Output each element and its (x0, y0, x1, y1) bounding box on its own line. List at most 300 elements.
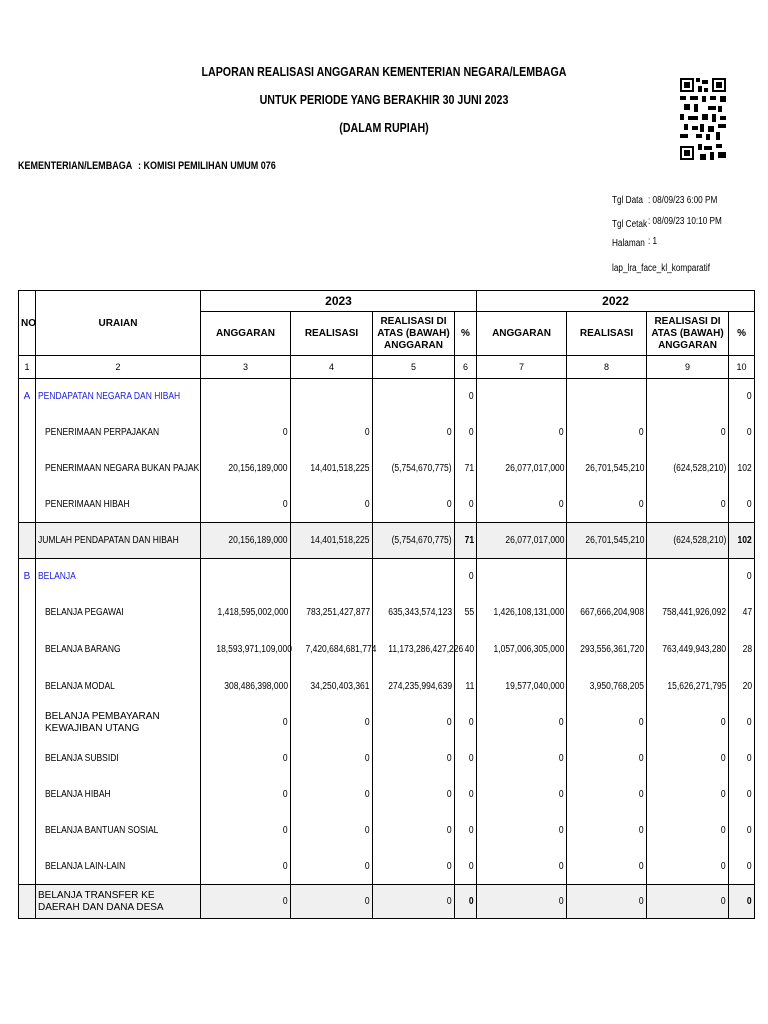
amount-cell (373, 379, 455, 415)
cell-value: 0 (447, 753, 452, 764)
amount-cell (647, 777, 729, 813)
cell-value: 0 (721, 753, 727, 764)
percent-cell (455, 523, 477, 559)
amount-cell (647, 631, 729, 668)
cell-value: 0 (447, 825, 452, 836)
cell-value: 0 (283, 825, 288, 836)
amount-cell (567, 849, 647, 885)
column-number: 10 (729, 356, 755, 379)
table-row (19, 668, 755, 705)
cell-value: 14,401,518,225 (310, 463, 370, 474)
table-row (19, 595, 755, 631)
percent-cell (729, 487, 755, 523)
amount-cell (477, 595, 567, 631)
cell-value: 55 (464, 607, 475, 618)
percent-cell (455, 741, 477, 777)
report-currency: (DALAM RUPIAH) (339, 120, 429, 135)
qr-code-icon (680, 78, 726, 160)
cell-value: 0 (283, 427, 288, 438)
cell-value: 34,250,403,361 (310, 680, 370, 692)
column-number: 9 (647, 356, 729, 379)
cell-value: 0 (469, 571, 475, 583)
cell-value: 0 (283, 896, 288, 907)
report-code: lap_lra_face_kl_komparatif (612, 263, 711, 274)
report-title: LAPORAN REALISASI ANGGARAN KEMENTERIAN NEGARA/LEMBAGA (201, 64, 567, 79)
kl-value: : KOMISI PEMILIHAN UMUM 076 (138, 160, 276, 172)
row-number (19, 777, 36, 813)
column-number: 2 (36, 356, 201, 379)
amount-cell (201, 487, 291, 523)
amount-cell (477, 741, 567, 777)
cell-value: 20 (742, 680, 753, 692)
row-label-cell (36, 559, 201, 595)
cell-value: 14,401,518,225 (310, 535, 370, 546)
amount-cell (201, 777, 291, 813)
row-label: BELANJA MODAL (45, 680, 115, 692)
row-label: PENERIMAAN NEGARA BUKAN PAJAK (45, 463, 200, 474)
cell-value: 763,449,943,280 (662, 643, 727, 655)
amount-cell (291, 813, 373, 849)
row-number (19, 451, 36, 487)
percent-cell (455, 379, 477, 415)
row-label-cell (36, 487, 201, 523)
cell-value: 0 (747, 860, 753, 872)
row-number (19, 523, 36, 559)
row-label: JUMLAH PENDAPATAN DAN HIBAH (38, 535, 179, 546)
cell-value: 0 (365, 498, 370, 510)
amount-cell (373, 813, 455, 849)
amount-cell (291, 705, 373, 741)
cell-value: 102 (737, 463, 753, 474)
col-header-realisasi: REALISASI (567, 312, 647, 356)
table-row (19, 379, 755, 415)
amount-cell (373, 523, 455, 559)
amount-cell (567, 885, 647, 919)
table-row (19, 813, 755, 849)
col-header-uraian: URAIAN (36, 291, 201, 356)
cell-value: 0 (639, 825, 645, 836)
amount-cell (477, 559, 567, 595)
cell-value: 0 (469, 717, 475, 728)
cell-value: 20,156,189,000 (228, 535, 288, 546)
row-number (19, 813, 36, 849)
percent-cell (729, 379, 755, 415)
cell-value: 0 (747, 391, 753, 403)
cell-value: 0 (365, 753, 370, 764)
amount-cell (291, 559, 373, 595)
cell-value: 7,420,684,681,774 (305, 643, 377, 655)
amount-cell (647, 595, 729, 631)
row-number (19, 631, 36, 668)
cell-value: 0 (447, 498, 452, 510)
amount-cell (291, 741, 373, 777)
amount-cell (201, 523, 291, 559)
column-number: 8 (567, 356, 647, 379)
row-number (19, 668, 36, 705)
amount-cell (477, 523, 567, 559)
amount-cell (291, 668, 373, 705)
amount-cell (477, 379, 567, 415)
row-label: BELANJA LAIN-LAIN (45, 860, 126, 872)
cell-value: 15,626,271,795 (666, 680, 727, 692)
amount-cell (201, 379, 291, 415)
amount-cell (291, 379, 373, 415)
cell-value: 0 (721, 825, 727, 836)
table-row (19, 777, 755, 813)
amount-cell (647, 415, 729, 451)
amount-cell (567, 668, 647, 705)
cell-value: 0 (721, 789, 727, 800)
amount-cell (647, 813, 729, 849)
total-row (19, 885, 755, 919)
row-number (19, 885, 36, 919)
cell-value: 0 (447, 427, 452, 438)
column-number: 3 (201, 356, 291, 379)
amount-cell (477, 451, 567, 487)
cell-value: 0 (639, 896, 645, 907)
cell-value: 11 (465, 680, 475, 692)
percent-cell (729, 705, 755, 741)
cell-value: 0 (447, 717, 452, 728)
row-label-cell (36, 849, 201, 885)
row-label: BELANJA BANTUAN SOSIAL (45, 825, 159, 836)
cell-value: 0 (469, 860, 475, 872)
cell-value: 0 (639, 753, 645, 764)
cell-value: 0 (639, 789, 645, 800)
column-number: 6 (455, 356, 477, 379)
amount-cell (373, 668, 455, 705)
cell-value: 102 (737, 535, 753, 546)
amount-cell (201, 595, 291, 631)
percent-cell (455, 415, 477, 451)
row-label-cell (36, 813, 201, 849)
cell-value: 0 (721, 717, 727, 728)
cell-value: 11,173,286,427,226 (388, 643, 464, 655)
amount-cell (373, 451, 455, 487)
amount-cell (567, 631, 647, 668)
cell-value: 783,251,427,877 (306, 607, 370, 618)
percent-cell (729, 631, 755, 668)
percent-cell (455, 705, 477, 741)
amount-cell (647, 487, 729, 523)
tgl-data-label: Tgl Data (612, 195, 643, 206)
col-header-year-2023: 2023 (201, 291, 477, 312)
cell-value: 0 (365, 717, 370, 728)
percent-cell (455, 885, 477, 919)
amount-cell (477, 813, 567, 849)
cell-value: 0 (559, 789, 565, 800)
row-label: PENERIMAAN HIBAH (45, 498, 130, 510)
cell-value: 0 (559, 860, 565, 872)
cell-value: 0 (559, 753, 565, 764)
amount-cell (373, 705, 455, 741)
row-label-cell (36, 741, 201, 777)
cell-value: 0 (639, 717, 645, 728)
halaman-label: Halaman (612, 238, 645, 249)
amount-cell (291, 487, 373, 523)
amount-cell (567, 487, 647, 523)
col-header-selisih: REALISASI DI ATAS (BAWAH) ANGGARAN (373, 312, 455, 356)
amount-cell (567, 777, 647, 813)
amount-cell (291, 451, 373, 487)
percent-cell (455, 813, 477, 849)
cell-value: 0 (365, 896, 370, 907)
cell-value: 0 (469, 427, 475, 438)
cell-value: 0 (469, 896, 475, 907)
amount-cell (477, 777, 567, 813)
tgl-cetak-label: Tgl Cetak (612, 219, 648, 230)
row-label-cell (36, 523, 201, 559)
cell-value: 0 (447, 789, 452, 800)
row-label-cell (36, 451, 201, 487)
table-row (19, 451, 755, 487)
cell-value: 758,441,926,092 (662, 607, 727, 618)
amount-cell (291, 631, 377, 668)
column-number: 5 (373, 356, 455, 379)
row-label: BELANJA PEMBAYARAN KEWAJIBAN UTANG (45, 710, 160, 734)
percent-cell (455, 559, 477, 595)
cell-value: 274,235,994,639 (388, 680, 452, 692)
cell-value: 0 (469, 789, 475, 800)
amount-cell (201, 631, 291, 668)
cell-value: 18,593,971,109,000 (216, 643, 292, 655)
cell-value: 0 (559, 825, 565, 836)
amount-cell (477, 849, 567, 885)
cell-value: (624,528,210) (673, 463, 727, 474)
amount-cell (567, 705, 647, 741)
row-label-cell (36, 777, 201, 813)
cell-value: 0 (469, 825, 475, 836)
row-label: BELANJA HIBAH (45, 789, 111, 800)
row-label: BELANJA SUBSIDI (45, 753, 119, 764)
cell-value: 0 (721, 427, 727, 438)
halaman-value: : 1 (648, 236, 658, 247)
cell-value: 0 (559, 896, 565, 907)
col-header-anggaran: ANGGARAN (201, 312, 291, 356)
cell-value: 26,077,017,000 (504, 535, 565, 546)
cell-value: 0 (747, 789, 753, 800)
cell-value: 0 (469, 753, 475, 764)
amount-cell (291, 849, 373, 885)
cell-value: 0 (747, 896, 753, 907)
cell-value: 0 (639, 498, 645, 510)
cell-value: 26,701,545,210 (584, 535, 645, 546)
table-row (19, 631, 755, 668)
amount-cell (201, 451, 291, 487)
amount-cell (477, 415, 567, 451)
percent-cell (455, 487, 477, 523)
cell-value: 0 (283, 753, 288, 764)
budget-realization-table (18, 290, 755, 919)
percent-cell (729, 559, 755, 595)
percent-cell (729, 451, 755, 487)
cell-value: 0 (365, 860, 370, 872)
cell-value: 0 (721, 860, 727, 872)
col-header-realisasi: REALISASI (291, 312, 373, 356)
cell-value: 0 (559, 427, 565, 438)
amount-cell (647, 668, 729, 705)
percent-cell (455, 849, 477, 885)
amount-cell (201, 813, 291, 849)
row-label: BELANJA BARANG (45, 643, 121, 655)
row-number (19, 741, 36, 777)
amount-cell (567, 741, 647, 777)
column-number-row (19, 356, 755, 379)
row-label: BELANJA PEGAWAI (45, 607, 124, 618)
amount-cell (373, 777, 455, 813)
amount-cell (373, 559, 455, 595)
amount-cell (647, 705, 729, 741)
percent-cell (729, 415, 755, 451)
cell-value: 667,666,204,908 (580, 607, 645, 618)
cell-value: 19,577,040,000 (504, 680, 565, 692)
percent-cell (729, 595, 755, 631)
col-header-selisih: REALISASI DI ATAS (BAWAH) ANGGARAN (647, 312, 729, 356)
cell-value: 0 (559, 717, 565, 728)
amount-cell (477, 705, 567, 741)
cell-value: 0 (747, 498, 753, 510)
amount-cell (291, 885, 373, 919)
row-label: PENDAPATAN NEGARA DAN HIBAH (38, 391, 181, 403)
cell-value: 26,701,545,210 (584, 463, 645, 474)
col-header-pct: % (729, 312, 755, 356)
amount-cell (201, 705, 291, 741)
cell-value: 0 (283, 860, 288, 872)
column-number: 1 (19, 356, 36, 379)
cell-value: (5,754,670,775) (391, 535, 452, 546)
amount-cell (647, 379, 729, 415)
tgl-data-value: : 08/09/23 6:00 PM (648, 195, 718, 206)
col-header-pct: % (455, 312, 477, 356)
cell-value: 308,486,398,000 (224, 680, 288, 692)
cell-value: 0 (639, 860, 645, 872)
amount-cell (373, 849, 455, 885)
cell-value: 0 (365, 427, 370, 438)
amount-cell (201, 559, 291, 595)
row-number: A (19, 379, 36, 415)
amount-cell (647, 523, 729, 559)
amount-cell (647, 451, 729, 487)
report-period: UNTUK PERIODE YANG BERAKHIR 30 JUNI 2023 (259, 92, 509, 107)
cell-value: 0 (469, 391, 475, 403)
row-label-cell (36, 631, 201, 668)
row-number (19, 487, 36, 523)
percent-cell (729, 849, 755, 885)
cell-value: 28 (742, 643, 753, 655)
amount-cell (373, 885, 455, 919)
col-header-no: NO (19, 291, 36, 356)
cell-value: 3,950,768,205 (589, 680, 645, 692)
cell-value: 0 (721, 896, 727, 907)
table-row (19, 487, 755, 523)
cell-value: 0 (283, 789, 288, 800)
amount-cell (477, 668, 567, 705)
column-number: 4 (291, 356, 373, 379)
row-number (19, 595, 36, 631)
cell-value: 47 (742, 607, 753, 618)
amount-cell (567, 451, 647, 487)
cell-value: 20,156,189,000 (228, 463, 288, 474)
amount-cell (373, 487, 455, 523)
amount-cell (291, 415, 373, 451)
cell-value: 0 (447, 896, 452, 907)
cell-value: 0 (447, 860, 452, 872)
cell-value: 0 (283, 717, 288, 728)
percent-cell (455, 777, 477, 813)
row-label-cell (36, 595, 201, 631)
cell-value: (5,754,670,775) (391, 463, 452, 474)
cell-value: 1,418,595,002,000 (217, 607, 288, 618)
amount-cell (567, 415, 647, 451)
cell-value: 0 (559, 498, 565, 510)
amount-cell (477, 885, 567, 919)
cell-value: (624,528,210) (673, 535, 727, 546)
amount-cell (291, 777, 373, 813)
amount-cell (201, 415, 291, 451)
amount-cell (201, 885, 291, 919)
row-label-cell (36, 379, 201, 415)
amount-cell (567, 813, 647, 849)
cell-value: 0 (747, 717, 753, 728)
cell-value: 0 (747, 753, 753, 764)
amount-cell (373, 595, 455, 631)
row-number (19, 849, 36, 885)
percent-cell (729, 885, 755, 919)
cell-value: 0 (747, 571, 753, 583)
cell-value: 0 (747, 427, 753, 438)
cell-value: 40 (464, 643, 475, 655)
cell-value: 1,057,006,305,000 (493, 643, 565, 655)
cell-value: 293,556,361,720 (580, 643, 645, 655)
cell-value: 71 (464, 535, 475, 546)
percent-cell (729, 741, 755, 777)
table-row (19, 741, 755, 777)
row-label: BELANJA (38, 571, 76, 583)
amount-cell (477, 631, 567, 668)
amount-cell (373, 741, 455, 777)
amount-cell (291, 595, 373, 631)
amount-cell (647, 741, 729, 777)
row-number (19, 705, 36, 741)
percent-cell (729, 813, 755, 849)
amount-cell (567, 595, 647, 631)
percent-cell (729, 668, 755, 705)
cell-value: 0 (469, 498, 475, 510)
amount-cell (477, 487, 567, 523)
amount-cell (567, 523, 647, 559)
row-number: B (19, 559, 36, 595)
cell-value: 1,426,108,131,000 (493, 607, 565, 618)
total-row (19, 523, 755, 559)
amount-cell (201, 849, 291, 885)
row-label-cell (36, 415, 201, 451)
table-row (19, 849, 755, 885)
col-header-anggaran: ANGGARAN (477, 312, 567, 356)
cell-value: 0 (639, 427, 645, 438)
cell-value: 0 (747, 825, 753, 836)
amount-cell (201, 741, 291, 777)
column-number: 7 (477, 356, 567, 379)
percent-cell (729, 777, 755, 813)
row-label-cell (36, 885, 201, 919)
amount-cell (567, 379, 647, 415)
row-label-cell (36, 705, 201, 741)
cell-value: 26,077,017,000 (504, 463, 565, 474)
percent-cell (455, 668, 477, 705)
cell-value: 0 (365, 789, 370, 800)
row-number (19, 415, 36, 451)
amount-cell (647, 849, 729, 885)
